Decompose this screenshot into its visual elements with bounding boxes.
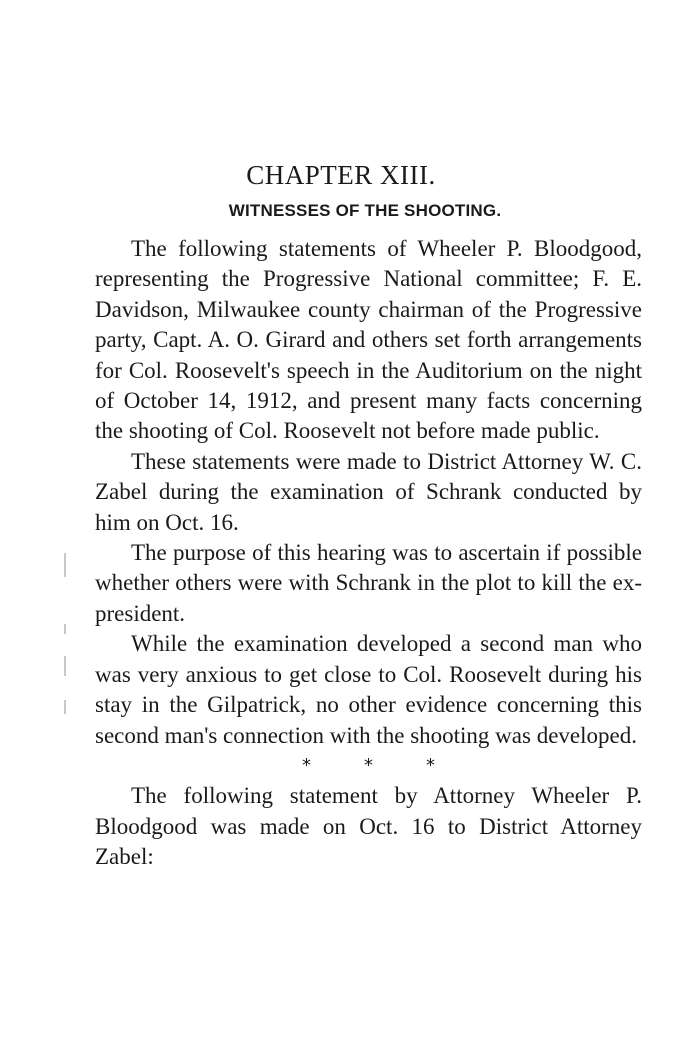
chapter-title: WITNESSES OF THE SHOOTING.	[228, 201, 502, 220]
margin-mark	[64, 700, 66, 714]
paragraph: These statements were made to District Attorney W. C. Zabel during the examination of Schrank conducted by him on Oct. 16.	[95, 448, 642, 535]
separator-asterisk: *	[302, 754, 311, 776]
chapter-body	[95, 234, 642, 873]
margin-mark	[64, 656, 66, 676]
closing-paragraph: The following statement by Attorney Wheeler P. Bloodgood was made on Oct. 16 to District Attorney Zabel:	[95, 783, 642, 870]
chapter-number: CHAPTER XIII.	[246, 160, 436, 190]
paragraph: The purpose of this hearing was to ascertain if possible whether others were with Schrank in the plot to kill the ex-president.	[95, 540, 642, 626]
section-separator	[95, 751, 642, 781]
separator-asterisk: *	[364, 754, 373, 776]
margin-mark	[64, 624, 66, 634]
paragraph: The following statements of Wheeler P. Bloodgood, representing the Progressive National committee; F. E. Davidson, Milwaukee county chairman of the Progressive party, Capt. A. O. Girard and others set forth arrangements for Col. Roosevelt's speech in the Auditorium on the night of October 14, 1912, and present many facts concerning the shooting of Col. Roosevelt not before made public.	[95, 236, 642, 444]
separator-asterisk: *	[426, 754, 435, 776]
margin-mark	[64, 553, 66, 577]
paragraph: While the examination developed a second man who was very anxious to get close to Col. Roosevelt during his stay in the Gilpatrick, no other evidence concerning this second man's connection with the shooting was developed.	[95, 631, 642, 748]
